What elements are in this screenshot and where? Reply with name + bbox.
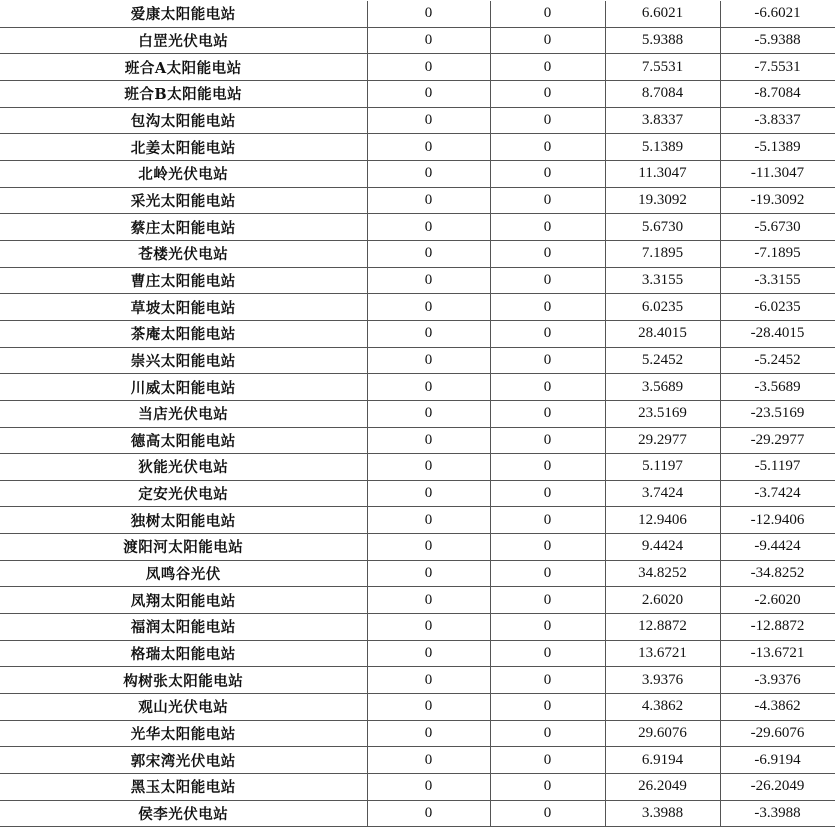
value-cell-c2: 0: [490, 54, 605, 81]
station-name-cell: 川威太阳能电站: [0, 374, 367, 401]
station-name-cell: 定安光伏电站: [0, 480, 367, 507]
table-row: [0, 134, 835, 161]
value-cell-c4: -8.7084: [720, 80, 835, 107]
value-cell-c3: 23.5169: [605, 400, 720, 427]
table-row: [0, 560, 835, 587]
value-cell-c3: 6.9194: [605, 747, 720, 774]
table-row: [0, 374, 835, 401]
value-cell-c4: -7.1895: [720, 240, 835, 267]
value-cell-c2: 0: [490, 534, 605, 561]
value-cell-c2: 0: [490, 320, 605, 347]
value-cell-c4: -7.5531: [720, 54, 835, 81]
value-cell-c4: -6.9194: [720, 747, 835, 774]
value-cell-c3: 26.2049: [605, 774, 720, 801]
value-cell-c4: -34.8252: [720, 560, 835, 587]
value-cell-c4: -2.6020: [720, 587, 835, 614]
value-cell-c4: -13.6721: [720, 640, 835, 667]
value-cell-c1: 0: [367, 667, 490, 694]
value-cell-c3: 9.4424: [605, 534, 720, 561]
value-cell-c2: 0: [490, 107, 605, 134]
value-cell-c3: 4.3862: [605, 694, 720, 721]
value-cell-c4: -3.3988: [720, 800, 835, 827]
value-cell-c1: 0: [367, 80, 490, 107]
value-cell-c3: 8.7084: [605, 80, 720, 107]
value-cell-c2: 0: [490, 214, 605, 241]
value-cell-c3: 2.6020: [605, 587, 720, 614]
table-row: [0, 347, 835, 374]
value-cell-c3: 3.8337: [605, 107, 720, 134]
value-cell-c4: -3.9376: [720, 667, 835, 694]
value-cell-c3: 3.3155: [605, 267, 720, 294]
value-cell-c1: 0: [367, 454, 490, 481]
value-cell-c1: 0: [367, 640, 490, 667]
value-cell-c1: 0: [367, 27, 490, 54]
table-row: [0, 107, 835, 134]
value-cell-c2: 0: [490, 27, 605, 54]
value-cell-c2: 0: [490, 1, 605, 27]
value-cell-c1: 0: [367, 694, 490, 721]
station-name-cell: 爱康太阳能电站: [0, 1, 367, 27]
value-cell-c4: -9.4424: [720, 534, 835, 561]
value-cell-c4: -4.3862: [720, 694, 835, 721]
value-cell-c2: 0: [490, 294, 605, 321]
value-cell-c3: 3.3988: [605, 800, 720, 827]
station-name-cell: 独树太阳能电站: [0, 507, 367, 534]
station-name-cell: 狄能光伏电站: [0, 454, 367, 481]
value-cell-c4: -19.3092: [720, 187, 835, 214]
table-row: [0, 800, 835, 827]
table-row: [0, 400, 835, 427]
station-name-cell: 苍楼光伏电站: [0, 240, 367, 267]
station-name-cell: 采光太阳能电站: [0, 187, 367, 214]
value-cell-c4: -6.0235: [720, 294, 835, 321]
table-row: [0, 587, 835, 614]
value-cell-c2: 0: [490, 454, 605, 481]
station-name-cell: 德高太阳能电站: [0, 427, 367, 454]
value-cell-c3: 19.3092: [605, 187, 720, 214]
value-cell-c2: 0: [490, 400, 605, 427]
station-name-cell: 崇兴太阳能电站: [0, 347, 367, 374]
station-name-cell: 光华太阳能电站: [0, 720, 367, 747]
value-cell-c3: 12.9406: [605, 507, 720, 534]
station-name-cell: 福润太阳能电站: [0, 614, 367, 641]
value-cell-c4: -28.4015: [720, 320, 835, 347]
station-name-cell: 班合B太阳能电站: [0, 80, 367, 107]
station-name-cell: 构树张太阳能电站: [0, 667, 367, 694]
value-cell-c4: -26.2049: [720, 774, 835, 801]
value-cell-c2: 0: [490, 747, 605, 774]
table-row: [0, 694, 835, 721]
value-cell-c1: 0: [367, 507, 490, 534]
value-cell-c1: 0: [367, 374, 490, 401]
value-cell-c2: 0: [490, 267, 605, 294]
station-name-cell: 格瑞太阳能电站: [0, 640, 367, 667]
value-cell-c3: 34.8252: [605, 560, 720, 587]
value-cell-c3: 3.5689: [605, 374, 720, 401]
station-name-cell: 渡阳河太阳能电站: [0, 534, 367, 561]
value-cell-c2: 0: [490, 774, 605, 801]
value-cell-c1: 0: [367, 614, 490, 641]
table-row: [0, 454, 835, 481]
station-name-cell: 包沟太阳能电站: [0, 107, 367, 134]
value-cell-c1: 0: [367, 427, 490, 454]
value-cell-c2: 0: [490, 134, 605, 161]
value-cell-c4: -3.8337: [720, 107, 835, 134]
table-row: [0, 160, 835, 187]
table-row: [0, 774, 835, 801]
value-cell-c4: -5.2452: [720, 347, 835, 374]
value-cell-c1: 0: [367, 267, 490, 294]
value-cell-c1: 0: [367, 800, 490, 827]
station-table: [0, 1, 835, 827]
table-row: [0, 1, 835, 27]
table-row: [0, 240, 835, 267]
value-cell-c2: 0: [490, 587, 605, 614]
value-cell-c4: -29.6076: [720, 720, 835, 747]
value-cell-c1: 0: [367, 1, 490, 27]
table-row: [0, 507, 835, 534]
value-cell-c1: 0: [367, 54, 490, 81]
value-cell-c2: 0: [490, 800, 605, 827]
value-cell-c3: 5.1389: [605, 134, 720, 161]
value-cell-c1: 0: [367, 347, 490, 374]
table-row: [0, 27, 835, 54]
value-cell-c2: 0: [490, 240, 605, 267]
table-row: [0, 534, 835, 561]
table-row: [0, 614, 835, 641]
table-row: [0, 320, 835, 347]
value-cell-c2: 0: [490, 640, 605, 667]
value-cell-c1: 0: [367, 560, 490, 587]
value-cell-c3: 12.8872: [605, 614, 720, 641]
table-row: [0, 640, 835, 667]
table-row: [0, 54, 835, 81]
value-cell-c4: -23.5169: [720, 400, 835, 427]
table-row: [0, 667, 835, 694]
value-cell-c2: 0: [490, 187, 605, 214]
value-cell-c3: 6.0235: [605, 294, 720, 321]
value-cell-c4: -3.7424: [720, 480, 835, 507]
value-cell-c2: 0: [490, 160, 605, 187]
value-cell-c3: 7.5531: [605, 54, 720, 81]
table-row: [0, 294, 835, 321]
value-cell-c4: -11.3047: [720, 160, 835, 187]
value-cell-c4: -5.1389: [720, 134, 835, 161]
table-row: [0, 720, 835, 747]
value-cell-c1: 0: [367, 134, 490, 161]
station-name-cell: 黑玉太阳能电站: [0, 774, 367, 801]
station-name-cell: 曹庄太阳能电站: [0, 267, 367, 294]
value-cell-c3: 29.2977: [605, 427, 720, 454]
station-name-cell: 凤鸣谷光伏: [0, 560, 367, 587]
value-cell-c1: 0: [367, 187, 490, 214]
value-cell-c4: -3.5689: [720, 374, 835, 401]
station-name-cell: 郭宋湾光伏电站: [0, 747, 367, 774]
value-cell-c1: 0: [367, 240, 490, 267]
value-cell-c3: 29.6076: [605, 720, 720, 747]
value-cell-c4: -29.2977: [720, 427, 835, 454]
table-row: [0, 214, 835, 241]
value-cell-c2: 0: [490, 80, 605, 107]
value-cell-c2: 0: [490, 480, 605, 507]
value-cell-c1: 0: [367, 160, 490, 187]
station-name-cell: 凤翔太阳能电站: [0, 587, 367, 614]
station-name-cell: 茶庵太阳能电站: [0, 320, 367, 347]
table-row: [0, 267, 835, 294]
value-cell-c3: 5.6730: [605, 214, 720, 241]
value-cell-c1: 0: [367, 214, 490, 241]
value-cell-c3: 3.9376: [605, 667, 720, 694]
station-name-cell: 班合A太阳能电站: [0, 54, 367, 81]
value-cell-c4: -5.9388: [720, 27, 835, 54]
value-cell-c1: 0: [367, 480, 490, 507]
value-cell-c2: 0: [490, 507, 605, 534]
value-cell-c1: 0: [367, 587, 490, 614]
value-cell-c1: 0: [367, 774, 490, 801]
value-cell-c1: 0: [367, 107, 490, 134]
value-cell-c2: 0: [490, 614, 605, 641]
value-cell-c3: 3.7424: [605, 480, 720, 507]
value-cell-c3: 5.2452: [605, 347, 720, 374]
value-cell-c4: -12.8872: [720, 614, 835, 641]
value-cell-c4: -12.9406: [720, 507, 835, 534]
station-name-cell: 草坡太阳能电站: [0, 294, 367, 321]
value-cell-c4: -5.6730: [720, 214, 835, 241]
table-row: [0, 747, 835, 774]
value-cell-c1: 0: [367, 294, 490, 321]
table-body: [0, 1, 835, 827]
value-cell-c4: -6.6021: [720, 1, 835, 27]
value-cell-c3: 5.1197: [605, 454, 720, 481]
value-cell-c1: 0: [367, 534, 490, 561]
value-cell-c4: -5.1197: [720, 454, 835, 481]
value-cell-c2: 0: [490, 667, 605, 694]
value-cell-c2: 0: [490, 720, 605, 747]
table-row: [0, 187, 835, 214]
value-cell-c3: 7.1895: [605, 240, 720, 267]
station-name-cell: 观山光伏电站: [0, 694, 367, 721]
station-name-cell: 当店光伏电站: [0, 400, 367, 427]
value-cell-c4: -3.3155: [720, 267, 835, 294]
table-row: [0, 480, 835, 507]
value-cell-c2: 0: [490, 694, 605, 721]
value-cell-c2: 0: [490, 374, 605, 401]
value-cell-c3: 13.6721: [605, 640, 720, 667]
station-name-cell: 北姜太阳能电站: [0, 134, 367, 161]
value-cell-c3: 5.9388: [605, 27, 720, 54]
value-cell-c2: 0: [490, 347, 605, 374]
value-cell-c2: 0: [490, 427, 605, 454]
station-name-cell: 蔡庄太阳能电站: [0, 214, 367, 241]
value-cell-c3: 11.3047: [605, 160, 720, 187]
value-cell-c1: 0: [367, 747, 490, 774]
value-cell-c3: 6.6021: [605, 1, 720, 27]
station-name-cell: 北岭光伏电站: [0, 160, 367, 187]
value-cell-c2: 0: [490, 560, 605, 587]
station-name-cell: 白罡光伏电站: [0, 27, 367, 54]
table-row: [0, 80, 835, 107]
table-row: [0, 427, 835, 454]
value-cell-c1: 0: [367, 320, 490, 347]
value-cell-c1: 0: [367, 400, 490, 427]
value-cell-c3: 28.4015: [605, 320, 720, 347]
station-name-cell: 侯李光伏电站: [0, 800, 367, 827]
value-cell-c1: 0: [367, 720, 490, 747]
